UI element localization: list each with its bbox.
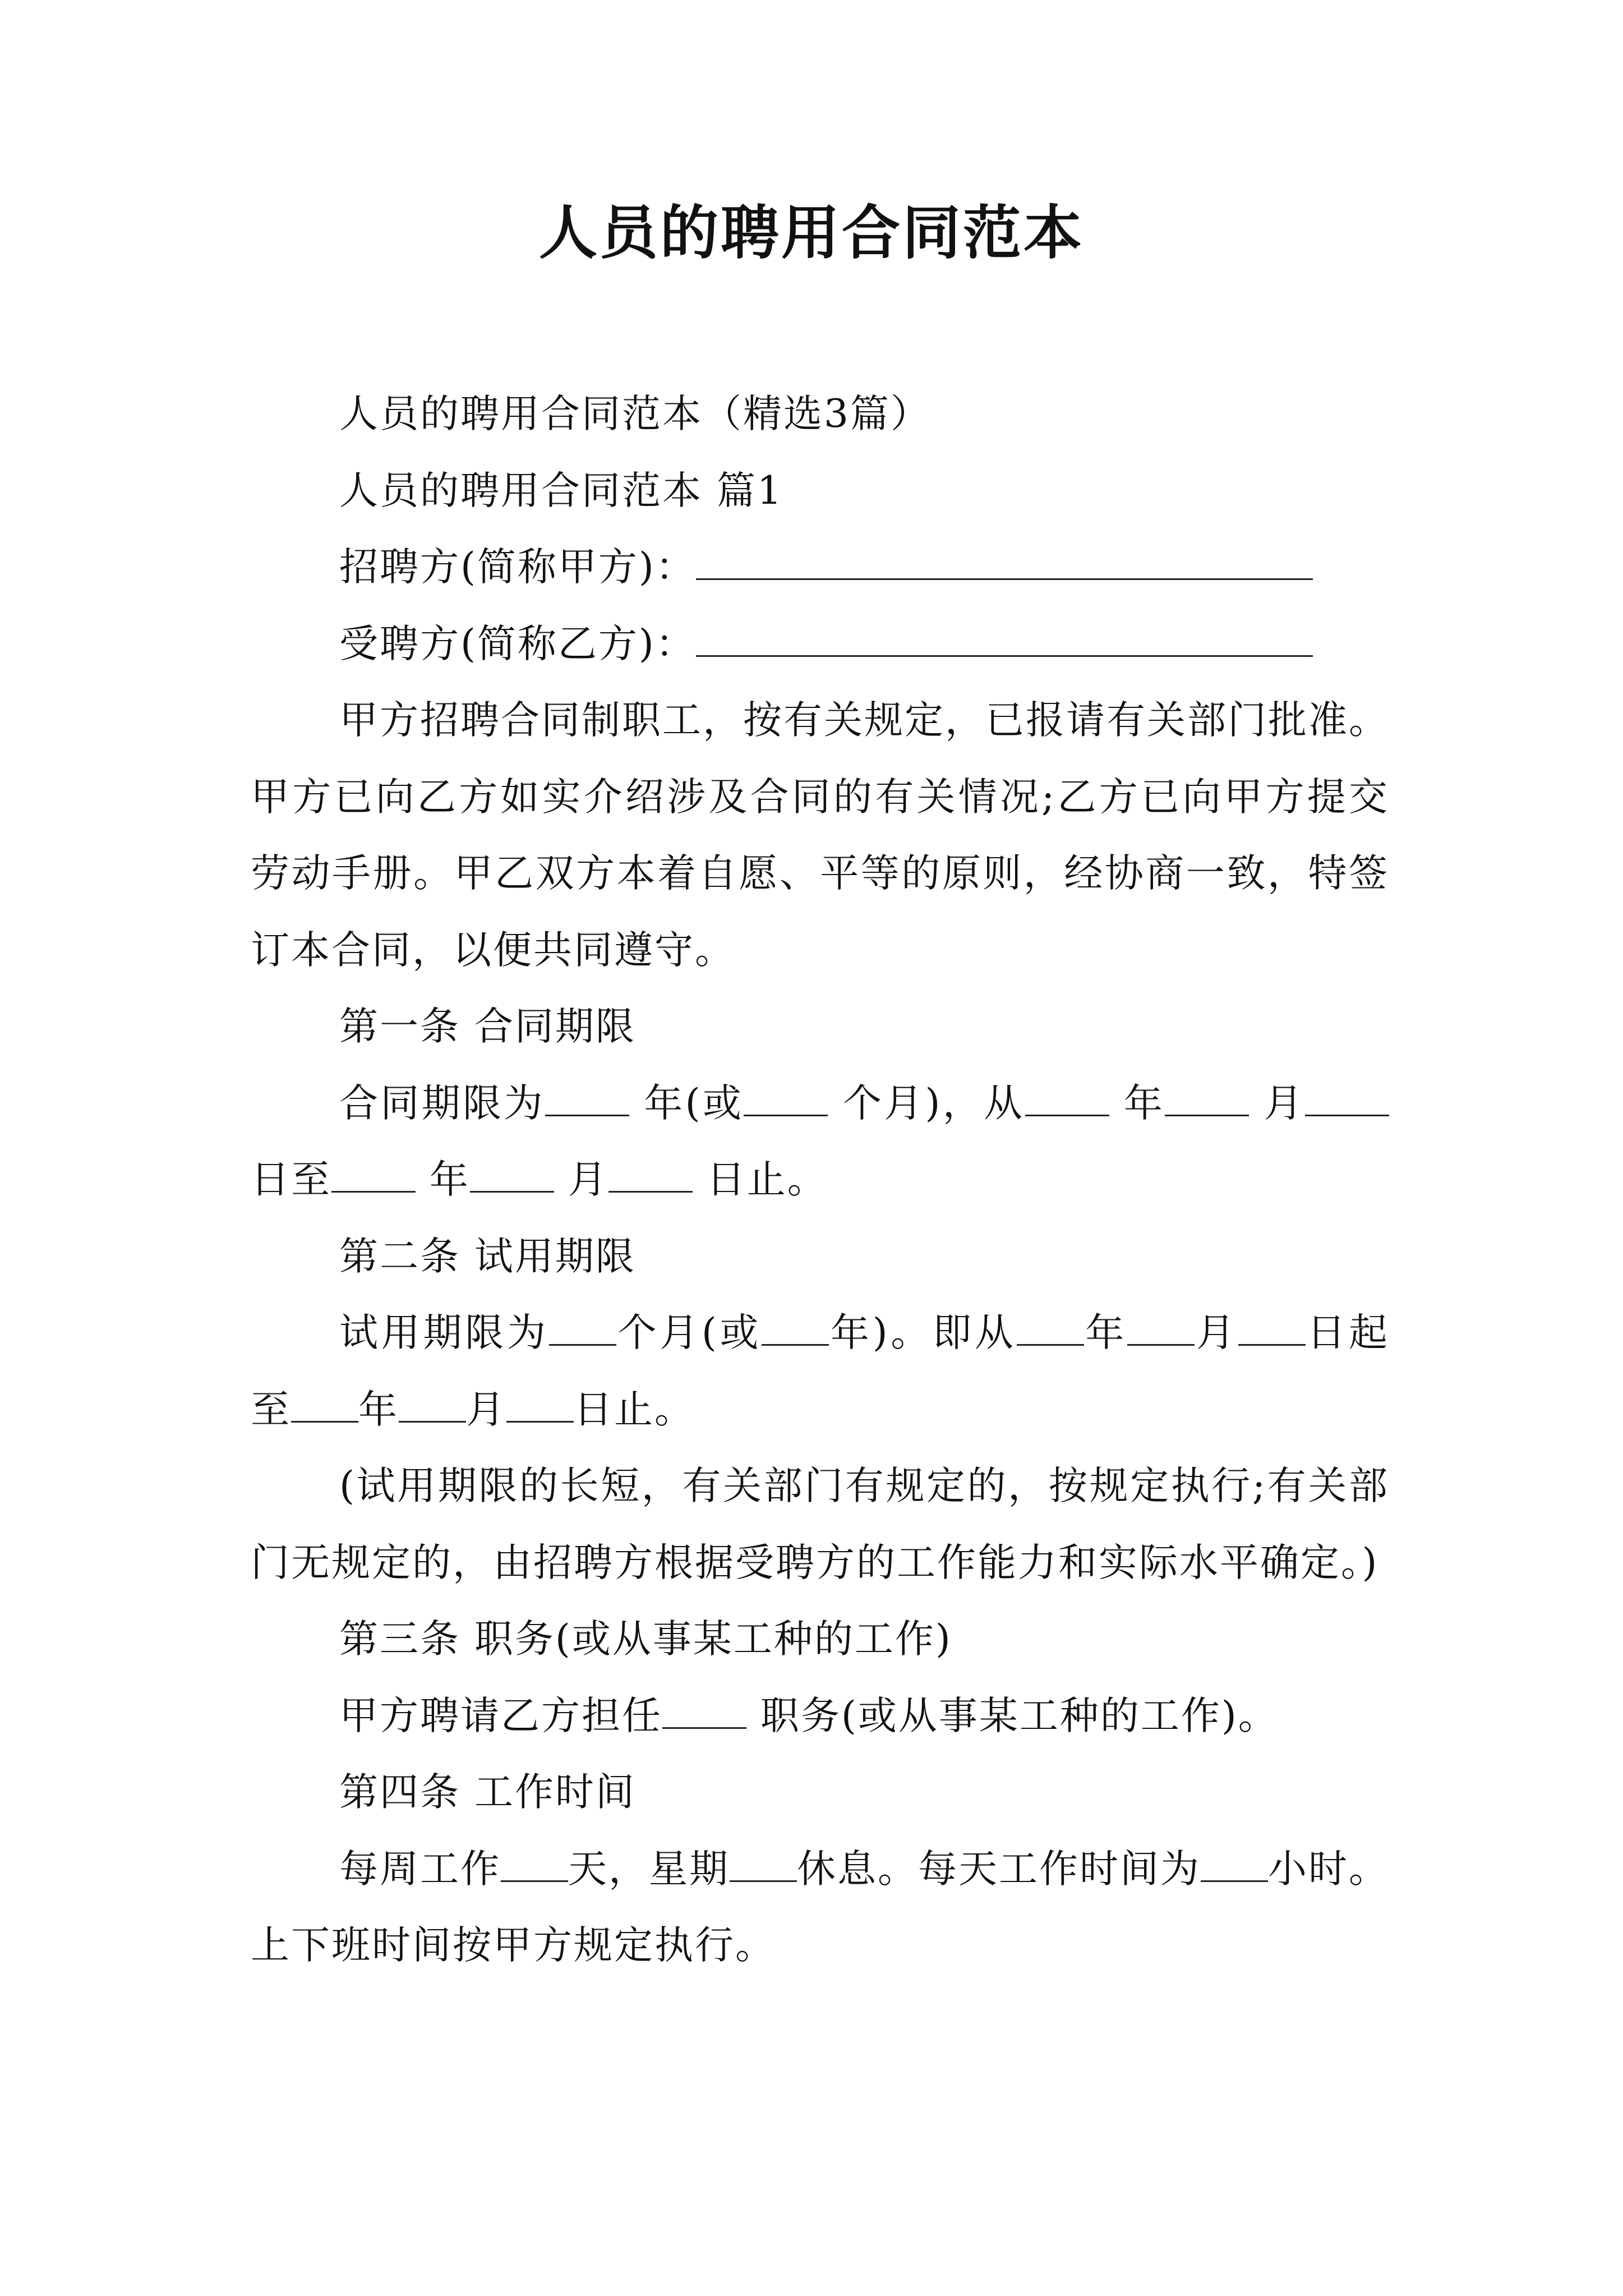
- intro-paragraph: 甲方招聘合同制职工，按有关规定，已报请有关部门批准。甲方已向乙方如实介绍涉及合同的有关情况;乙方已向甲方提交劳动手册。甲乙双方本着自愿、平等的原则，经协商一致，特签订本合同，以便共同遵守。: [251, 698, 1389, 973]
- clause4-heading: 第四条 工作时间: [339, 1770, 636, 1815]
- blank: [1025, 1078, 1109, 1116]
- blank: [331, 1154, 416, 1193]
- clause1-heading: 第一条 合同期限: [339, 1004, 636, 1049]
- clause2-text: 日起至: [251, 1310, 1389, 1432]
- blank: [608, 1154, 693, 1193]
- party-a-blank: [696, 541, 1313, 580]
- clause1-text: 月: [1249, 1080, 1306, 1126]
- blank: [545, 1078, 629, 1116]
- clause2-text: 个月(或: [616, 1310, 762, 1355]
- clause2-note: (试用期限的长短，有关部门有规定的，按规定执行;有关部门无规定的，由招聘方根据受聘方的工作能力和实际水平确定。): [251, 1464, 1389, 1585]
- document-title: 人员的聘用合同范本: [538, 198, 1084, 267]
- clause3-heading: 第三条 职务(或从事某工种的工作): [339, 1617, 952, 1662]
- party-b-line: [251, 606, 1389, 683]
- blank: [506, 1384, 574, 1423]
- clause2-text: 月: [466, 1387, 506, 1432]
- blank: [549, 1307, 616, 1346]
- blank: [1305, 1078, 1389, 1116]
- clause4-text: 小时。上下班时间按甲方规定执行。: [251, 1846, 1389, 1968]
- blank: [762, 1307, 829, 1346]
- clause3-paragraph: [251, 1678, 1389, 1755]
- clause2-text: 年: [358, 1387, 399, 1432]
- blank: [744, 1078, 828, 1116]
- clause2-text: 年)。即从: [829, 1310, 1017, 1355]
- clause2-text: 年: [1083, 1310, 1128, 1355]
- blank: [399, 1384, 466, 1423]
- clause1-text: 年(或: [629, 1080, 744, 1126]
- clause1-paragraph: [251, 1065, 1389, 1218]
- clause4-text: 每周工作: [339, 1846, 501, 1892]
- clause1-text: 年: [1109, 1080, 1165, 1126]
- blank: [291, 1384, 358, 1423]
- clause2-heading: 第二条 试用期限: [339, 1234, 636, 1279]
- article-heading: 人员的聘用合同范本 篇1: [339, 468, 783, 513]
- blank: [1238, 1307, 1306, 1346]
- blank: [1165, 1078, 1249, 1116]
- blank: [1201, 1843, 1268, 1882]
- blank: [501, 1843, 568, 1882]
- clause4-text: 休息。每天工作时间为: [797, 1846, 1201, 1892]
- clause2-text: 日止。: [574, 1387, 695, 1432]
- clause1-text: 日止。: [692, 1157, 828, 1202]
- blank: [662, 1690, 746, 1729]
- party-a-label: 招聘方(简称甲方)：: [339, 545, 696, 590]
- clause3-text: 职务(或从事某工种的工作)。: [746, 1693, 1279, 1738]
- clause1-text: 年: [416, 1157, 470, 1202]
- blank: [1017, 1307, 1084, 1346]
- clause2-text: 试用期限为: [339, 1310, 549, 1355]
- clause4-paragraph: [251, 1831, 1389, 1984]
- blank: [730, 1843, 797, 1882]
- document-subtitle: 人员的聘用合同范本（精选3篇）: [339, 392, 931, 436]
- party-b-label: 受聘方(简称乙方)：: [339, 621, 696, 666]
- blank: [1127, 1307, 1195, 1346]
- clause1-text: 日至: [251, 1157, 331, 1202]
- clause1-text: 合同期限为: [339, 1080, 545, 1126]
- clause2-text: 月: [1195, 1310, 1238, 1355]
- clause2-paragraph: [251, 1295, 1389, 1448]
- blank: [470, 1154, 554, 1193]
- clause1-text: 个月)，从: [828, 1080, 1025, 1126]
- clause1-text: 月: [554, 1157, 608, 1202]
- document-body: [251, 376, 1389, 1984]
- clause3-text: 甲方聘请乙方担任: [339, 1693, 662, 1738]
- clause4-text: 天，星期: [568, 1846, 730, 1892]
- party-b-blank: [696, 618, 1313, 657]
- party-a-line: [251, 529, 1389, 606]
